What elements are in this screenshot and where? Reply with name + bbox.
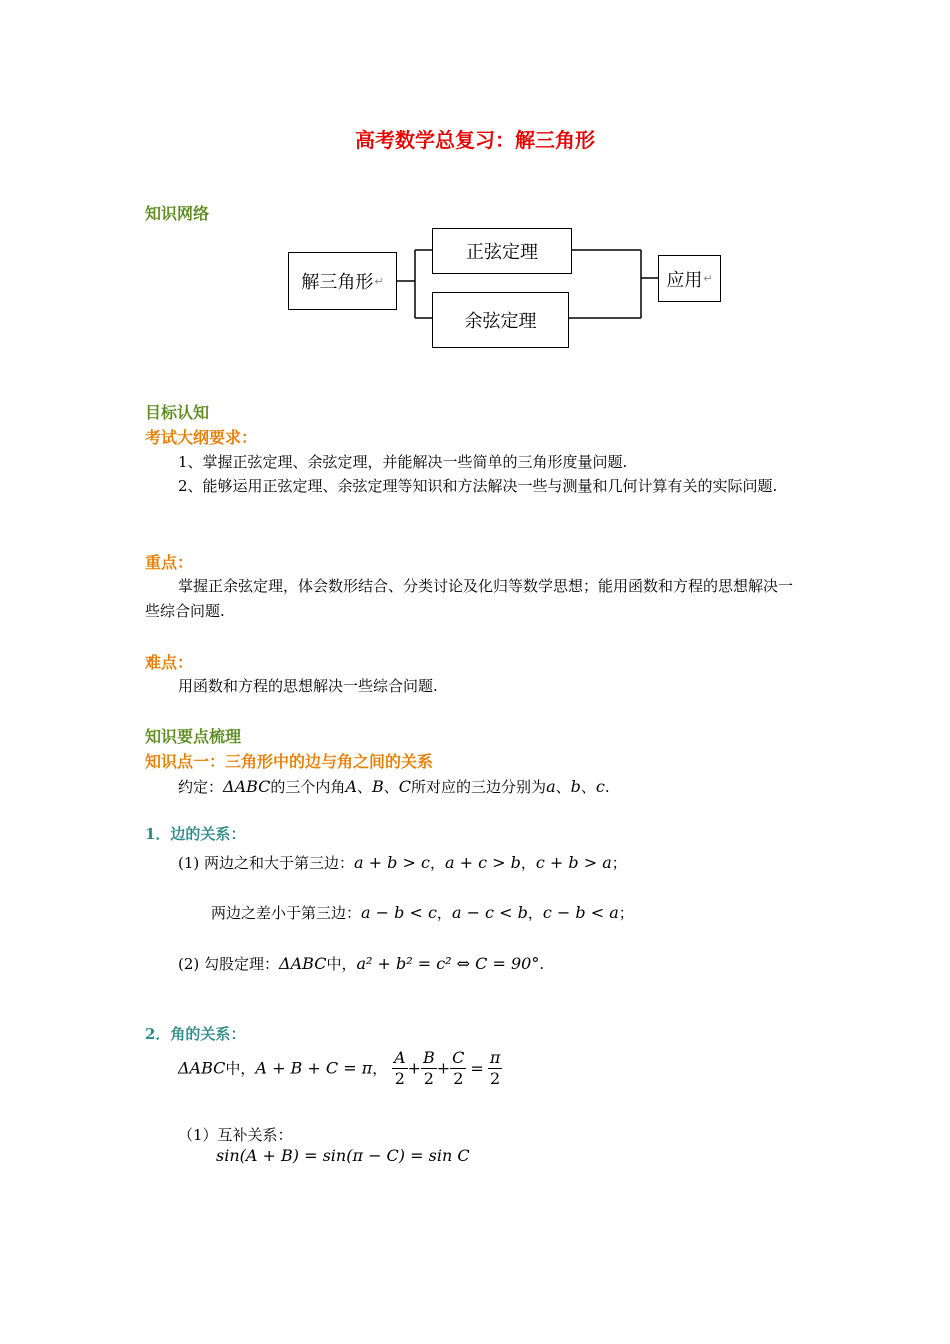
comma: ， bbox=[527, 904, 543, 922]
convention-mid: 的三个内角 bbox=[270, 778, 346, 796]
return-mark: ↵ bbox=[703, 272, 713, 285]
box-solve-triangle-label: 解三角形 bbox=[301, 272, 374, 293]
equals-sign: = bbox=[470, 1058, 484, 1078]
angle-b: B bbox=[372, 777, 384, 796]
convention-line bbox=[178, 776, 610, 797]
point1-heading: 知识点一：三角形中的边与角之间的关系 bbox=[145, 752, 434, 771]
separator: 、 bbox=[357, 778, 373, 796]
supplementary-formula: sin(A + B) = sin(π − C) = sin C bbox=[216, 1146, 470, 1165]
formula: a − b < c bbox=[361, 903, 437, 922]
triangle-symbol: ΔABC bbox=[223, 777, 271, 796]
separator: 、 bbox=[383, 778, 399, 796]
denominator: 2 bbox=[394, 1069, 405, 1088]
hard-heading: 难点： bbox=[145, 653, 194, 672]
hard-text: 用函数和方程的思想解决一些综合问题. bbox=[178, 677, 438, 695]
page-title: 高考数学总复习：解三角形 bbox=[355, 128, 595, 152]
sides-heading: 1．边的关系： bbox=[145, 825, 246, 843]
box-cosine-law bbox=[432, 292, 569, 348]
period: . bbox=[604, 778, 610, 796]
sides-sum-line bbox=[178, 852, 627, 873]
box-application bbox=[658, 255, 721, 302]
semicolon: ； bbox=[611, 854, 627, 872]
fraction-a-half bbox=[392, 1048, 408, 1089]
return-mark: ↵ bbox=[374, 274, 384, 288]
formula: a + c > b bbox=[444, 853, 521, 872]
formula: c − b < a bbox=[542, 903, 619, 922]
numerator: B bbox=[423, 1048, 435, 1067]
semicolon: ； bbox=[618, 904, 634, 922]
key-heading: 重点： bbox=[145, 553, 194, 572]
formula: a + b > c bbox=[354, 853, 430, 872]
fraction-pi-half bbox=[488, 1048, 503, 1089]
box-sine-law bbox=[432, 228, 572, 274]
convention-prefix: 约定： bbox=[178, 778, 224, 796]
angles-sum-formula: A + B + C = π bbox=[255, 1058, 373, 1078]
triangle-symbol: ΔABC bbox=[178, 1058, 226, 1078]
formula: a − c < b bbox=[451, 903, 528, 922]
side-c: c bbox=[595, 777, 605, 796]
triangle-symbol: ΔABC bbox=[279, 954, 327, 973]
denominator: 2 bbox=[423, 1069, 434, 1088]
pythagoras-mid: 中， bbox=[326, 955, 357, 973]
convention-mid2: 所对应的三边分别为 bbox=[411, 778, 547, 796]
pythagoras-line bbox=[178, 953, 544, 974]
key-text: 掌握正余弦定理，体会数形结合、分类讨论及化归等数学思想；能用函数和方程的思想解决一些综合问题. bbox=[145, 577, 794, 620]
syllabus-item-2: 2、能够运用正弦定理、余弦定理等知识和方法解决一些与测量和几何计算有关的实际问题. bbox=[178, 477, 778, 495]
knowledge-heading: 知识要点梳理 bbox=[145, 727, 242, 746]
network-heading: 知识网络 bbox=[145, 204, 210, 223]
angle-c: C bbox=[398, 777, 412, 796]
box-sine-law-label: 正弦定理 bbox=[466, 242, 538, 263]
pythagoras-label: (2) 勾股定理： bbox=[178, 955, 280, 973]
comma: ， bbox=[372, 1059, 388, 1078]
numerator: A bbox=[394, 1048, 406, 1067]
angle-a: A bbox=[345, 777, 357, 796]
comma: ， bbox=[520, 854, 536, 872]
supplementary-label: （1）互补关系： bbox=[178, 1126, 293, 1144]
angles-heading: 2．角的关系： bbox=[145, 1025, 246, 1043]
angles-mid: 中， bbox=[225, 1059, 256, 1078]
box-solve-triangle bbox=[288, 252, 397, 310]
sides-diff-line bbox=[211, 902, 634, 923]
denominator: 2 bbox=[489, 1069, 501, 1088]
pythagoras-formula: a² + b² = c² ⇔ C = 90° bbox=[356, 954, 540, 973]
separator: 、 bbox=[555, 778, 571, 796]
side-b: b bbox=[570, 777, 581, 796]
goals-heading: 目标认知 bbox=[145, 403, 210, 422]
box-application-label: 应用 bbox=[666, 269, 703, 291]
numerator: π bbox=[489, 1048, 501, 1067]
comma: ， bbox=[436, 904, 452, 922]
sides-sum-label: (1) 两边之和大于第三边： bbox=[178, 854, 355, 872]
numerator: C bbox=[452, 1048, 465, 1067]
fraction-c-half bbox=[450, 1048, 466, 1089]
syllabus-item-1: 1、掌握正弦定理、余弦定理，并能解决一些简单的三角形度量问题. bbox=[178, 453, 628, 471]
formula: c + b > a bbox=[535, 853, 612, 872]
sides-diff-label: 两边之差小于第三边： bbox=[211, 904, 362, 922]
denominator: 2 bbox=[453, 1069, 464, 1088]
separator: 、 bbox=[580, 778, 596, 796]
plus-sign: + bbox=[436, 1058, 451, 1078]
angles-line bbox=[178, 1048, 502, 1089]
comma: ， bbox=[429, 854, 445, 872]
fraction-b-half bbox=[421, 1048, 437, 1089]
side-a: a bbox=[546, 777, 556, 796]
plus-sign: + bbox=[407, 1058, 421, 1078]
period: . bbox=[539, 955, 545, 973]
syllabus-heading: 考试大纲要求： bbox=[145, 428, 258, 447]
box-cosine-law-label: 余弦定理 bbox=[464, 311, 537, 332]
